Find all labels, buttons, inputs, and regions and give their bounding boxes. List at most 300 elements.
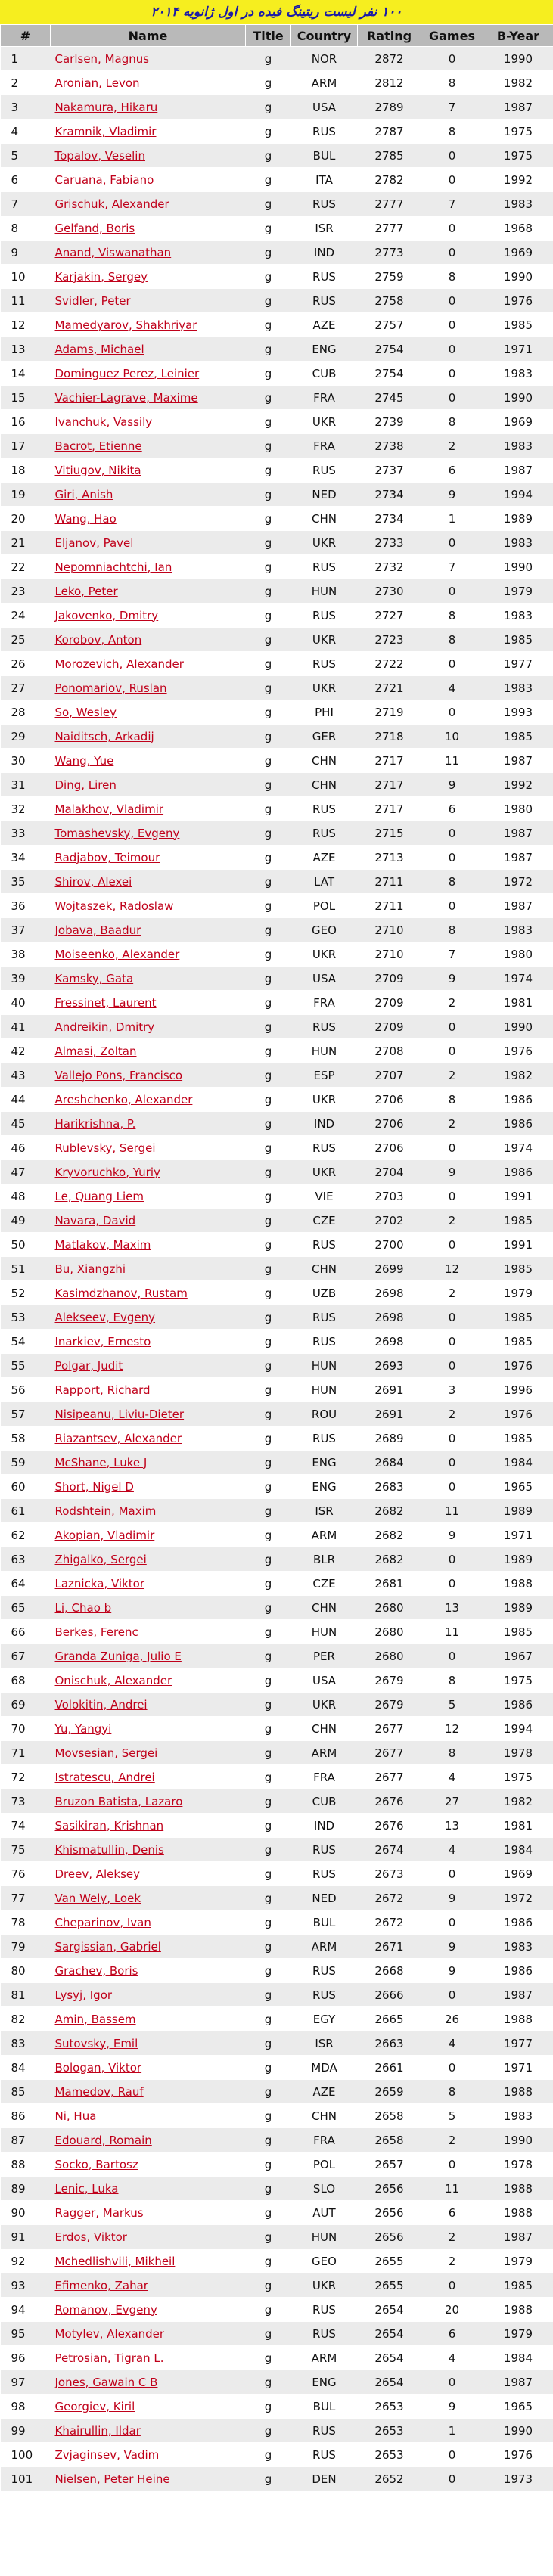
birth-year-cell: 1971 [483, 1523, 553, 1547]
player-name-link[interactable]: Rublevsky, Sergei [54, 1141, 156, 1155]
country-cell: RUS [291, 2298, 358, 2322]
player-name-link[interactable]: Shirov, Alexei [54, 874, 132, 889]
name-cell [51, 1862, 246, 1886]
player-name-link[interactable]: Lysyj, Igor [54, 1988, 113, 2002]
birth-year-cell: 1985 [483, 628, 553, 652]
birth-year-cell: 1981 [483, 1814, 553, 1838]
player-name-link[interactable]: Aronian, Levon [54, 76, 140, 90]
player-name-link[interactable]: Akopian, Vladimir [54, 1528, 155, 1542]
player-name-link[interactable]: Khismatullin, Denis [54, 1842, 164, 1857]
player-name-link[interactable]: Kasimdzhanov, Rustam [54, 1286, 188, 1300]
title-cell: g [246, 2177, 291, 2201]
player-name-link[interactable]: Inarkiev, Ernesto [54, 1334, 151, 1349]
player-name-link[interactable]: Amin, Bassem [54, 2012, 136, 2026]
rating-cell: 2706 [358, 1112, 421, 1136]
name-cell [51, 1789, 246, 1814]
name-cell [51, 289, 246, 313]
name-cell [51, 2249, 246, 2273]
player-name-link[interactable]: Leko, Peter [54, 584, 118, 598]
country-cell: RUS [291, 2443, 358, 2467]
name-cell [51, 1063, 246, 1088]
player-name-link[interactable]: Wang, Hao [54, 511, 117, 526]
rating-cell: 2654 [358, 2298, 421, 2322]
games-cell: 0 [421, 2467, 483, 2491]
title-cell: g [246, 2346, 291, 2370]
table-row [1, 507, 553, 531]
player-name-link[interactable]: Matlakov, Maxim [54, 1237, 151, 1252]
column-header-rating[interactable]: Rating [358, 25, 421, 47]
games-cell: 0 [421, 216, 483, 241]
birth-year-cell: 1987 [483, 846, 553, 870]
player-name-link[interactable]: Vachier-Lagrave, Maxime [54, 390, 198, 405]
title-cell: g [246, 821, 291, 846]
birth-year-cell: 1983 [483, 918, 553, 942]
rating-cell: 2717 [358, 749, 421, 773]
player-name-link[interactable]: Berkes, Ferenc [54, 1625, 138, 1639]
player-name-link[interactable]: Mamedyarov, Shakhriyar [54, 318, 197, 332]
title-cell: g [246, 894, 291, 918]
games-cell: 7 [421, 192, 483, 216]
name-cell [51, 1838, 246, 1862]
title-cell: g [246, 749, 291, 773]
player-name-link[interactable]: Edouard, Romain [54, 2133, 152, 2147]
games-cell: 0 [421, 1572, 483, 1596]
country-cell: CUB [291, 362, 358, 386]
name-cell [51, 216, 246, 241]
player-name-link[interactable]: Malakhov, Vladimir [54, 802, 164, 816]
rank-cell: 91 [1, 2225, 51, 2249]
player-name-link[interactable]: Fressinet, Laurent [54, 995, 157, 1010]
player-name-link[interactable]: Moiseenko, Alexander [54, 947, 180, 961]
player-name-link[interactable]: Motylev, Alexander [54, 2326, 165, 2341]
games-cell: 8 [421, 1088, 483, 1112]
rank-cell: 86 [1, 2104, 51, 2128]
player-name-link[interactable]: Polgar, Judit [54, 1358, 123, 1373]
birth-year-cell: 1987 [483, 458, 553, 483]
name-cell [51, 1620, 246, 1644]
rank-cell: 55 [1, 1354, 51, 1378]
table-row [1, 2031, 553, 2056]
table-row [1, 967, 553, 991]
rank-cell: 16 [1, 410, 51, 434]
title-cell: g [246, 1620, 291, 1644]
player-name-link[interactable]: Grachev, Boris [54, 1963, 138, 1978]
name-cell [51, 434, 246, 458]
player-name-link[interactable]: Kamsky, Gata [54, 971, 134, 985]
column-header-title[interactable]: Title [246, 25, 291, 47]
player-name-link[interactable]: Svidler, Peter [54, 293, 131, 308]
rating-cell: 2733 [358, 531, 421, 555]
table-row [1, 942, 553, 967]
column-header-rank[interactable]: # [1, 25, 51, 47]
rating-cell: 2721 [358, 676, 421, 700]
player-name-link[interactable]: Tomashevsky, Evgeny [54, 826, 180, 840]
birth-year-cell: 1985 [483, 1426, 553, 1451]
player-name-link[interactable]: Riazantsev, Alexander [54, 1431, 182, 1445]
rating-cell: 2727 [358, 604, 421, 628]
player-name-link[interactable]: Korobov, Anton [54, 632, 142, 647]
country-cell: RUS [291, 265, 358, 289]
player-name-link[interactable]: Areshchenko, Alexander [54, 1092, 193, 1106]
player-name-link[interactable]: Rapport, Richard [54, 1383, 151, 1397]
player-name-link[interactable]: Le, Quang Liem [54, 1189, 144, 1203]
birth-year-cell: 1972 [483, 870, 553, 894]
games-cell: 0 [421, 2443, 483, 2467]
player-name-link[interactable]: Yu, Yangyi [54, 1721, 112, 1736]
player-name-link[interactable]: Grischuk, Alexander [54, 197, 169, 211]
rank-cell: 52 [1, 1281, 51, 1305]
table-row [1, 47, 553, 71]
player-name-link[interactable]: Topalov, Veselin [54, 148, 145, 163]
player-name-link[interactable]: Sutovsky, Emil [54, 2036, 138, 2050]
rank-cell: 74 [1, 1814, 51, 1838]
country-cell: FRA [291, 2128, 358, 2152]
games-cell: 12 [421, 1717, 483, 1741]
rating-cell: 2677 [358, 1741, 421, 1765]
player-name-link[interactable]: Erdos, Viktor [54, 2230, 127, 2244]
name-cell [51, 2443, 246, 2467]
name-cell [51, 1741, 246, 1765]
rating-cell: 2730 [358, 579, 421, 604]
name-cell [51, 555, 246, 579]
rank-cell: 37 [1, 918, 51, 942]
player-name-link[interactable]: Istratescu, Andrei [54, 1770, 155, 1784]
title-cell: g [246, 95, 291, 119]
rank-cell: 35 [1, 870, 51, 894]
title-cell: g [246, 1257, 291, 1281]
games-cell: 7 [421, 555, 483, 579]
title-cell: g [246, 2394, 291, 2419]
country-cell: VIE [291, 1184, 358, 1209]
rating-cell: 2680 [358, 1620, 421, 1644]
rating-cell: 2689 [358, 1426, 421, 1451]
country-cell: BLR [291, 1547, 358, 1572]
player-name-link[interactable]: Almasi, Zoltan [54, 1044, 137, 1058]
player-name-link[interactable]: Volokitin, Andrei [54, 1697, 148, 1712]
table-row [1, 1910, 553, 1935]
name-cell [51, 579, 246, 604]
table-row [1, 483, 553, 507]
rank-cell: 59 [1, 1451, 51, 1475]
name-cell [51, 1402, 246, 1426]
rank-cell: 82 [1, 2007, 51, 2031]
rank-cell: 43 [1, 1063, 51, 1088]
player-name-link[interactable]: Short, Nigel D [54, 1479, 134, 1494]
games-cell: 5 [421, 1693, 483, 1717]
games-cell: 0 [421, 1644, 483, 1668]
table-row [1, 1402, 553, 1426]
table-row [1, 1305, 553, 1330]
games-cell: 8 [421, 410, 483, 434]
rank-cell: 51 [1, 1257, 51, 1281]
player-name-link[interactable]: Sasikiran, Krishnan [54, 1818, 164, 1833]
country-cell: RUS [291, 797, 358, 821]
player-name-link[interactable]: Movsesian, Sergei [54, 1746, 158, 1760]
player-name-link[interactable]: Giri, Anish [54, 487, 113, 501]
column-header-country[interactable]: Country [291, 25, 358, 47]
rank-cell: 62 [1, 1523, 51, 1547]
name-cell [51, 2177, 246, 2201]
country-cell: ARM [291, 1523, 358, 1547]
rating-cell: 2710 [358, 918, 421, 942]
player-name-link[interactable]: Bologan, Viktor [54, 2060, 142, 2075]
player-name-link[interactable]: Navara, David [54, 1213, 136, 1227]
birth-year-cell: 1990 [483, 2419, 553, 2443]
player-name-link[interactable]: Bruzon Batista, Lazaro [54, 1794, 183, 1808]
player-name-link[interactable]: McShane, Luke J [54, 1455, 148, 1470]
table-row [1, 555, 553, 579]
rank-cell: 15 [1, 386, 51, 410]
column-header-games[interactable]: Games [421, 25, 483, 47]
rating-cell: 2677 [358, 1765, 421, 1789]
country-cell: LAT [291, 870, 358, 894]
player-name-link[interactable]: Van Wely, Loek [54, 1891, 141, 1905]
games-cell: 0 [421, 289, 483, 313]
name-cell [51, 168, 246, 192]
player-name-link[interactable]: Laznicka, Viktor [54, 1576, 145, 1591]
rating-cell: 2709 [358, 991, 421, 1015]
country-cell: ENG [291, 1451, 358, 1475]
table-row [1, 434, 553, 458]
table-row [1, 2152, 553, 2177]
birth-year-cell: 1971 [483, 2056, 553, 2080]
player-name-link[interactable]: Caruana, Fabiano [54, 172, 154, 187]
player-name-link[interactable]: Rodshtein, Maxim [54, 1504, 157, 1518]
name-cell [51, 458, 246, 483]
title-cell: g [246, 483, 291, 507]
title-cell: g [246, 119, 291, 144]
games-cell: 0 [421, 337, 483, 362]
country-cell: USA [291, 967, 358, 991]
player-name-link[interactable]: Wang, Yue [54, 753, 114, 768]
player-name-link[interactable]: Ponomariov, Ruslan [54, 681, 167, 695]
rank-cell: 4 [1, 119, 51, 144]
title-cell: g [246, 47, 291, 71]
table-row [1, 313, 553, 337]
player-name-link[interactable]: Cheparinov, Ivan [54, 1915, 151, 1929]
rank-cell: 34 [1, 846, 51, 870]
player-name-link[interactable]: Georgiev, Kiril [54, 2399, 135, 2413]
table-row [1, 1160, 553, 1184]
rank-cell: 69 [1, 1693, 51, 1717]
page-title: ۱۰۰ نفر لیست ریتینگ فیده در اول ژانویه ۲۰۱۴ [0, 0, 553, 24]
birth-year-cell: 1979 [483, 579, 553, 604]
player-name-link[interactable]: Karjakin, Sergey [54, 269, 148, 284]
player-name-link[interactable]: Kramnik, Vladimir [54, 124, 157, 138]
birth-year-cell: 1976 [483, 2443, 553, 2467]
name-cell [51, 71, 246, 95]
games-cell: 0 [421, 313, 483, 337]
player-name-link[interactable]: Nepomniachtchi, Ian [54, 560, 172, 574]
player-name-link[interactable]: Nisipeanu, Liviu-Dieter [54, 1407, 185, 1421]
title-cell: g [246, 1015, 291, 1039]
column-header-name[interactable]: Name [51, 25, 246, 47]
name-cell [51, 1523, 246, 1547]
player-name-link[interactable]: Harikrishna, P. [54, 1116, 136, 1131]
birth-year-cell: 1985 [483, 1620, 553, 1644]
player-name-link[interactable]: Adams, Michael [54, 342, 144, 356]
player-name-link[interactable]: Ragger, Markus [54, 2205, 144, 2220]
table-row [1, 797, 553, 821]
title-cell: g [246, 1862, 291, 1886]
player-name-link[interactable]: Mchedlishvili, Mikheil [54, 2254, 176, 2268]
table-row [1, 1281, 553, 1305]
name-cell [51, 749, 246, 773]
rating-cell: 2657 [358, 2152, 421, 2177]
name-cell [51, 119, 246, 144]
title-cell: g [246, 1789, 291, 1814]
birth-year-cell: 1991 [483, 1184, 553, 1209]
player-name-link[interactable]: Ni, Hua [54, 2109, 97, 2123]
player-name-link[interactable]: Dominguez Perez, Leinier [54, 366, 200, 380]
player-name-link[interactable]: Lenic, Luka [54, 2181, 119, 2196]
rank-cell: 83 [1, 2031, 51, 2056]
games-cell: 8 [421, 1668, 483, 1693]
rating-cell: 2734 [358, 507, 421, 531]
player-name-link[interactable]: Khairullin, Ildar [54, 2423, 141, 2438]
rating-cell: 2717 [358, 773, 421, 797]
player-name-link[interactable]: Carlsen, Magnus [54, 51, 150, 66]
player-name-link[interactable]: Nielsen, Peter Heine [54, 2472, 170, 2486]
title-cell: g [246, 531, 291, 555]
birth-year-cell: 1974 [483, 967, 553, 991]
player-name-link[interactable]: Efimenko, Zahar [54, 2278, 148, 2292]
player-name-link[interactable]: Ivanchuk, Vassily [54, 414, 153, 429]
rank-cell: 84 [1, 2056, 51, 2080]
rating-cell: 2665 [358, 2007, 421, 2031]
rating-cell: 2684 [358, 1451, 421, 1475]
table-row [1, 2225, 553, 2249]
table-row [1, 1184, 553, 1209]
table-row [1, 2443, 553, 2467]
rating-cell: 2652 [358, 2467, 421, 2491]
country-cell: UKR [291, 1160, 358, 1184]
title-cell: g [246, 1910, 291, 1935]
country-cell: BUL [291, 1910, 358, 1935]
birth-year-cell: 1975 [483, 1765, 553, 1789]
birth-year-cell: 1983 [483, 676, 553, 700]
title-cell: g [246, 216, 291, 241]
player-name-link[interactable]: Ding, Liren [54, 777, 117, 792]
birth-year-cell: 1987 [483, 1983, 553, 2007]
country-cell: RUS [291, 1305, 358, 1330]
player-name-link[interactable]: Sargissian, Gabriel [54, 1939, 161, 1954]
player-name-link[interactable]: Granda Zuniga, Julio E [54, 1649, 182, 1663]
player-name-link[interactable]: Naiditsch, Arkadij [54, 729, 154, 743]
player-name-link[interactable]: Bu, Xiangzhi [54, 1262, 126, 1276]
rating-cell: 2655 [358, 2273, 421, 2298]
player-name-link[interactable]: Kryvoruchko, Yuriy [54, 1165, 160, 1179]
title-cell: g [246, 1402, 291, 1426]
player-name-link[interactable]: Mamedov, Rauf [54, 2084, 144, 2099]
player-name-link[interactable]: Li, Chao b [54, 1600, 112, 1615]
player-name-link[interactable]: Onischuk, Alexander [54, 1673, 172, 1687]
title-cell: g [246, 2298, 291, 2322]
player-name-link[interactable]: Bacrot, Etienne [54, 439, 142, 453]
column-header-byear[interactable]: B-Year [483, 25, 553, 47]
name-cell [51, 1281, 246, 1305]
player-name-link[interactable]: Zvjaginsev, Vadim [54, 2447, 160, 2462]
rating-cell: 2653 [358, 2394, 421, 2419]
games-cell: 4 [421, 2346, 483, 2370]
table-row [1, 1233, 553, 1257]
games-cell: 0 [421, 846, 483, 870]
games-cell: 9 [421, 1160, 483, 1184]
player-name-link[interactable]: Morozevich, Alexander [54, 656, 184, 671]
birth-year-cell: 1980 [483, 797, 553, 821]
player-name-link[interactable]: Dreev, Aleksey [54, 1867, 141, 1881]
name-cell [51, 628, 246, 652]
player-name-link[interactable]: Wojtaszek, Radoslaw [54, 898, 174, 913]
title-cell: g [246, 2419, 291, 2443]
player-name-link[interactable]: Andreikin, Dmitry [54, 1020, 155, 1034]
rank-cell: 66 [1, 1620, 51, 1644]
table-row [1, 991, 553, 1015]
table-header-row [1, 25, 553, 47]
name-cell [51, 846, 246, 870]
country-cell: NED [291, 1886, 358, 1910]
games-cell: 11 [421, 1499, 483, 1523]
player-name-link[interactable]: Vitiugov, Nikita [54, 463, 141, 477]
name-cell [51, 1426, 246, 1451]
player-name-link[interactable]: Gelfand, Boris [54, 221, 135, 235]
name-cell [51, 725, 246, 749]
table-row [1, 773, 553, 797]
title-cell: g [246, 168, 291, 192]
player-name-link[interactable]: Zhigalko, Sergei [54, 1552, 147, 1566]
country-cell: POL [291, 2152, 358, 2177]
player-name-link[interactable]: Jones, Gawain C B [54, 2375, 158, 2389]
country-cell: RUS [291, 2322, 358, 2346]
player-name-link[interactable]: Romanov, Evgeny [54, 2302, 157, 2317]
player-name-link[interactable]: Vallejo Pons, Francisco [54, 1068, 183, 1082]
rank-cell: 53 [1, 1305, 51, 1330]
title-cell: g [246, 773, 291, 797]
player-name-link[interactable]: Radjabov, Teimour [54, 850, 160, 864]
name-cell [51, 265, 246, 289]
table-row [1, 289, 553, 313]
table-row [1, 1209, 553, 1233]
country-cell: HUN [291, 1039, 358, 1063]
birth-year-cell: 1988 [483, 2177, 553, 2201]
rank-cell: 67 [1, 1644, 51, 1668]
birth-year-cell: 1985 [483, 1209, 553, 1233]
birth-year-cell: 1977 [483, 652, 553, 676]
birth-year-cell: 1976 [483, 1354, 553, 1378]
player-name-link[interactable]: Jakovenko, Dmitry [54, 608, 159, 622]
table-row [1, 1886, 553, 1910]
player-name-link[interactable]: So, Wesley [54, 705, 117, 719]
player-name-link[interactable]: Petrosian, Tigran L. [54, 2351, 164, 2365]
player-name-link[interactable]: Nakamura, Hikaru [54, 100, 158, 114]
rating-cell: 2777 [358, 192, 421, 216]
games-cell: 2 [421, 991, 483, 1015]
name-cell [51, 1910, 246, 1935]
country-cell: HUN [291, 1378, 358, 1402]
player-name-link[interactable]: Jobava, Baadur [54, 923, 141, 937]
title-cell: g [246, 2080, 291, 2104]
player-name-link[interactable]: Socko, Bartosz [54, 2157, 138, 2171]
player-name-link[interactable]: Anand, Viswanathan [54, 245, 172, 259]
rating-cell: 2656 [358, 2177, 421, 2201]
name-cell [51, 241, 246, 265]
player-name-link[interactable]: Eljanov, Pavel [54, 535, 134, 550]
player-name-link[interactable]: Alekseev, Evgeny [54, 1310, 156, 1324]
name-cell [51, 337, 246, 362]
title-cell: g [246, 1668, 291, 1693]
title-cell: g [246, 1378, 291, 1402]
title-cell: g [246, 1088, 291, 1112]
